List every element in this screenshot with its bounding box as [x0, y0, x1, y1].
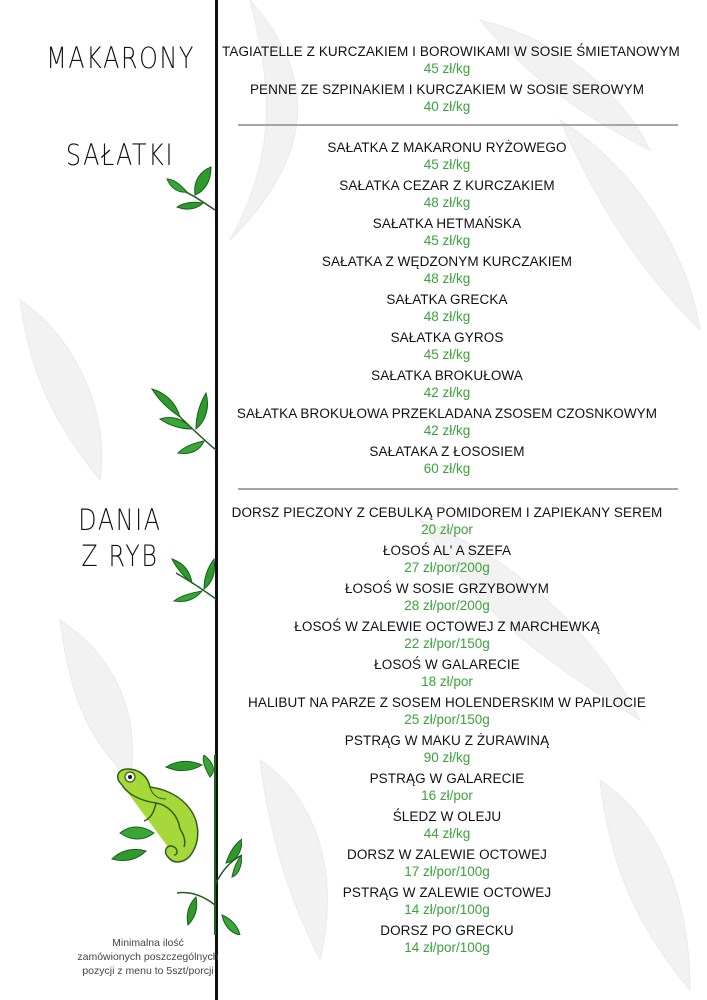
- menu-item-name: ŁOSOŚ W GALARECIE: [374, 657, 520, 672]
- menu-item: [222, 329, 672, 363]
- menu-item-price: 17 zł/por/100g: [404, 864, 490, 879]
- leaf-sprig-icon: [148, 385, 216, 455]
- menu-item: [222, 177, 672, 211]
- section-divider: [238, 488, 678, 490]
- menu-item: [222, 542, 672, 576]
- menu-item-name: SAŁATAKA Z ŁOSOSIEM: [369, 444, 525, 459]
- menu-item-name: PENNE ZE SZPINAKIEM I KURCZAKIEM W SOSIE SEROWYM: [249, 82, 645, 97]
- menu-item-name: SAŁATKA GRECKA: [386, 292, 508, 307]
- menu-item: [222, 43, 680, 77]
- menu-item-price: 45 zł/kg: [423, 61, 471, 76]
- menu-item-price: 45 zł/kg: [423, 157, 471, 172]
- section-divider: [238, 124, 678, 126]
- menu-item: [222, 618, 672, 652]
- menu-item-price: 48 zł/kg: [423, 271, 471, 286]
- menu-item-name: SAŁATKA BROKUŁOWA PRZEKLADANA ZSOSEM CZOSNKOWYM: [236, 406, 658, 421]
- minimum-order-note: [68, 936, 228, 978]
- menu-item: [222, 846, 672, 880]
- menu-item-price: 16 zł/por: [421, 788, 473, 803]
- menu-item-name: HALIBUT NA PARZE Z SOSEM HOLENDERSKIM W PAPILOCIE: [248, 695, 646, 710]
- menu-item-price: 18 zł/por: [421, 674, 473, 689]
- chameleon-icon: [92, 755, 242, 935]
- menu-item-name: SAŁATKA Z MAKARONU RYŻOWEGO: [327, 140, 567, 155]
- menu-item-name: SAŁATKA GYROS: [390, 330, 504, 345]
- menu-item-name: TAGIATELLE Z KURCZAKIEM I BOROWIKAMI W SOSIE ŚMIETANOWYM: [222, 44, 680, 59]
- menu-item-name: ŁOSOŚ AL' A SZEFA: [382, 543, 512, 558]
- category-makarony: MAKARONY: [46, 41, 196, 75]
- menu-item-price: 90 zł/kg: [423, 750, 471, 765]
- menu-item: [222, 770, 672, 804]
- menu-item-price: 25 zł/por/150g: [404, 712, 490, 727]
- menu-item-name: PSTRĄG W ZALEWIE OCTOWEJ: [342, 885, 552, 900]
- menu-item-name: ŚLEDZ W OLEJU: [392, 809, 502, 824]
- menu-item-name: ŁOSOŚ W ZALEWIE OCTOWEJ Z MARCHEWKĄ: [294, 619, 600, 634]
- menu-item-price: 14 zł/por/100g: [404, 902, 490, 917]
- menu-item: [222, 808, 672, 842]
- menu-item: [222, 253, 672, 287]
- menu-item: [222, 291, 672, 325]
- menu-item-price: 28 zł/por/200g: [404, 598, 490, 613]
- menu-item-name: SAŁATKA HETMAŃSKA: [372, 216, 522, 231]
- note-line: Minimalna ilość: [112, 937, 184, 949]
- menu-item-name: DORSZ PO GRECKU: [380, 923, 514, 938]
- menu-item: [222, 367, 672, 401]
- category-dania-line2: Z RYB: [81, 539, 159, 573]
- menu-item-name: ŁOSOŚ W SOSIE GRZYBOWYM: [344, 581, 550, 596]
- menu-item: [222, 732, 672, 766]
- menu-item-price: 42 zł/kg: [423, 385, 471, 400]
- menu-item-price: 22 zł/por/150g: [404, 636, 490, 651]
- menu-item-name: DORSZ W ZALEWIE OCTOWEJ: [346, 847, 548, 862]
- category-dania-line1: DANIA: [78, 503, 162, 537]
- menu-item: [222, 405, 672, 439]
- menu-item-name: SAŁATKA Z WĘDZONYM KURCZAKIEM: [321, 254, 573, 269]
- menu-item-price: 40 zł/kg: [423, 99, 471, 114]
- menu-item-name: DORSZ PIECZONY Z CEBULKĄ POMIDOREM I ZAPIEKANY SEREM: [231, 505, 663, 520]
- menu-item: [222, 139, 672, 173]
- menu-item: [222, 922, 672, 956]
- menu-item-price: 45 zł/kg: [423, 347, 471, 362]
- menu-item: [222, 81, 672, 115]
- menu-item-price: 45 zł/kg: [423, 233, 471, 248]
- section-makarony: [222, 43, 680, 115]
- menu-item-name: PSTRĄG W MAKU Z ŻURAWINĄ: [344, 733, 550, 748]
- menu-item-price: 48 zł/kg: [423, 195, 471, 210]
- menu-item: [222, 656, 672, 690]
- category-salatki: SAŁATKI: [65, 138, 175, 172]
- menu-item: [222, 443, 672, 477]
- menu-item: [222, 504, 672, 538]
- category-dania-z-ryb: [46, 502, 194, 574]
- menu-item: [222, 215, 672, 249]
- menu-item-name: SAŁATKA CEZAR Z KURCZAKIEM: [339, 178, 555, 193]
- menu-item-price: 14 zł/por/100g: [404, 940, 490, 955]
- note-line: zamówionych poszczególnych: [77, 951, 219, 963]
- menu-item-price: 42 zł/kg: [423, 423, 471, 438]
- section-dania-z-ryb: [222, 504, 672, 956]
- menu-item: [222, 884, 672, 918]
- menu-item-name: PSTRĄG W GALARECIE: [369, 771, 525, 786]
- menu-item-price: 20 zł/por: [421, 522, 473, 537]
- note-line: pozycji z menu to 5szt/porcji: [82, 965, 214, 977]
- menu-item-price: 60 zł/kg: [423, 461, 471, 476]
- menu-item-price: 44 zł/kg: [423, 826, 471, 841]
- menu-item-price: 27 zł/por/200g: [404, 560, 490, 575]
- menu-item-price: 48 zł/kg: [423, 309, 471, 324]
- menu-item: [222, 694, 672, 728]
- section-salatki: [222, 139, 672, 477]
- menu-item-name: SAŁATKA BROKUŁOWA: [371, 368, 523, 383]
- menu-item: [222, 580, 672, 614]
